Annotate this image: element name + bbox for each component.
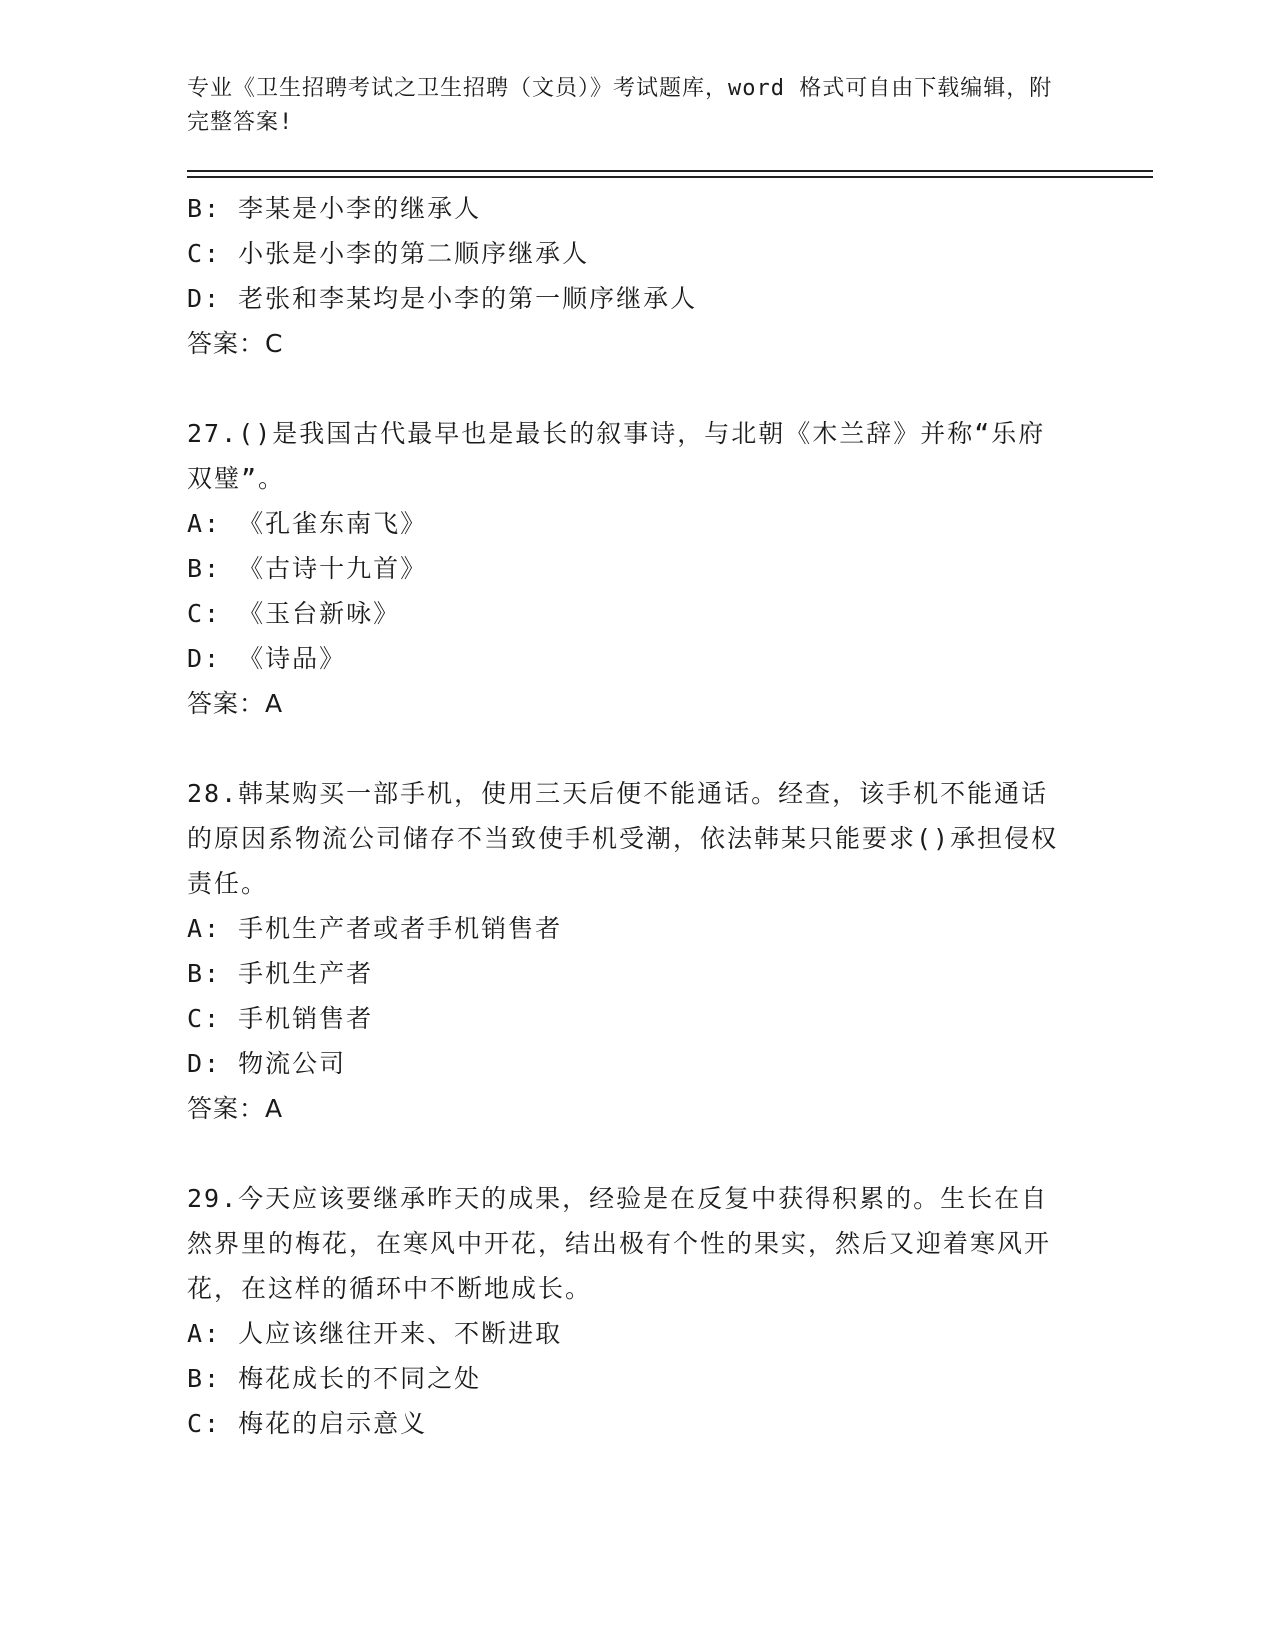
answer: 答案：C (187, 329, 284, 358)
option-d: D: 老张和李某均是小李的第一顺序继承人 (187, 284, 698, 313)
option-b: B: 《古诗十九首》 (187, 554, 428, 583)
option-d: D: 物流公司 (187, 1049, 347, 1078)
option-c: C: 小张是小李的第二顺序继承人 (187, 239, 590, 268)
option-a: A: 《孔雀东南飞》 (187, 509, 428, 538)
header-rule-top (187, 170, 1153, 172)
option-b: B: 手机生产者 (187, 959, 374, 988)
question-stem: 27.()是我国古代最早也是最长的叙事诗，与北朝《木兰辞》并称“乐府双璧”。 (187, 419, 1046, 493)
question-28 (187, 771, 1087, 1131)
question-stem: 29.今天应该要继承昨天的成果，经验是在反复中获得积累的。生长在自然界里的梅花，在寒风中开花，结出极有个性的果实，然后又迎着寒风开花，在这样的循环中不断地成长。 (187, 1184, 1052, 1303)
option-c: C: 梅花的启示意义 (187, 1409, 428, 1438)
answer: 答案：A (187, 689, 284, 718)
option-b: B: 梅花成长的不同之处 (187, 1364, 482, 1393)
option-d: D: 《诗品》 (187, 644, 347, 673)
option-c: C: 《玉台新咏》 (187, 599, 401, 628)
document-header: 专业《卫生招聘考试之卫生招聘（文员）》考试题库，word 格式可自由下载编辑，附完整答案! (187, 76, 1053, 135)
question-29 (187, 1176, 1087, 1446)
option-b: B: 李某是小李的继承人 (187, 194, 482, 223)
option-a: A: 人应该继往开来、不断进取 (187, 1319, 563, 1348)
answer: 答案：A (187, 1094, 284, 1123)
question-26-tail (187, 186, 1087, 366)
question-27 (187, 411, 1087, 726)
question-stem: 28.韩某购买一部手机，使用三天后便不能通话。经查，该手机不能通话的原因系物流公司储存不当致使手机受潮，依法韩某只能要求()承担侵权责任。 (187, 779, 1059, 898)
question-list (187, 186, 1087, 1446)
header-rule-bottom (187, 176, 1153, 178)
option-a: A: 手机生产者或者手机销售者 (187, 914, 563, 943)
option-c: C: 手机销售者 (187, 1004, 374, 1033)
